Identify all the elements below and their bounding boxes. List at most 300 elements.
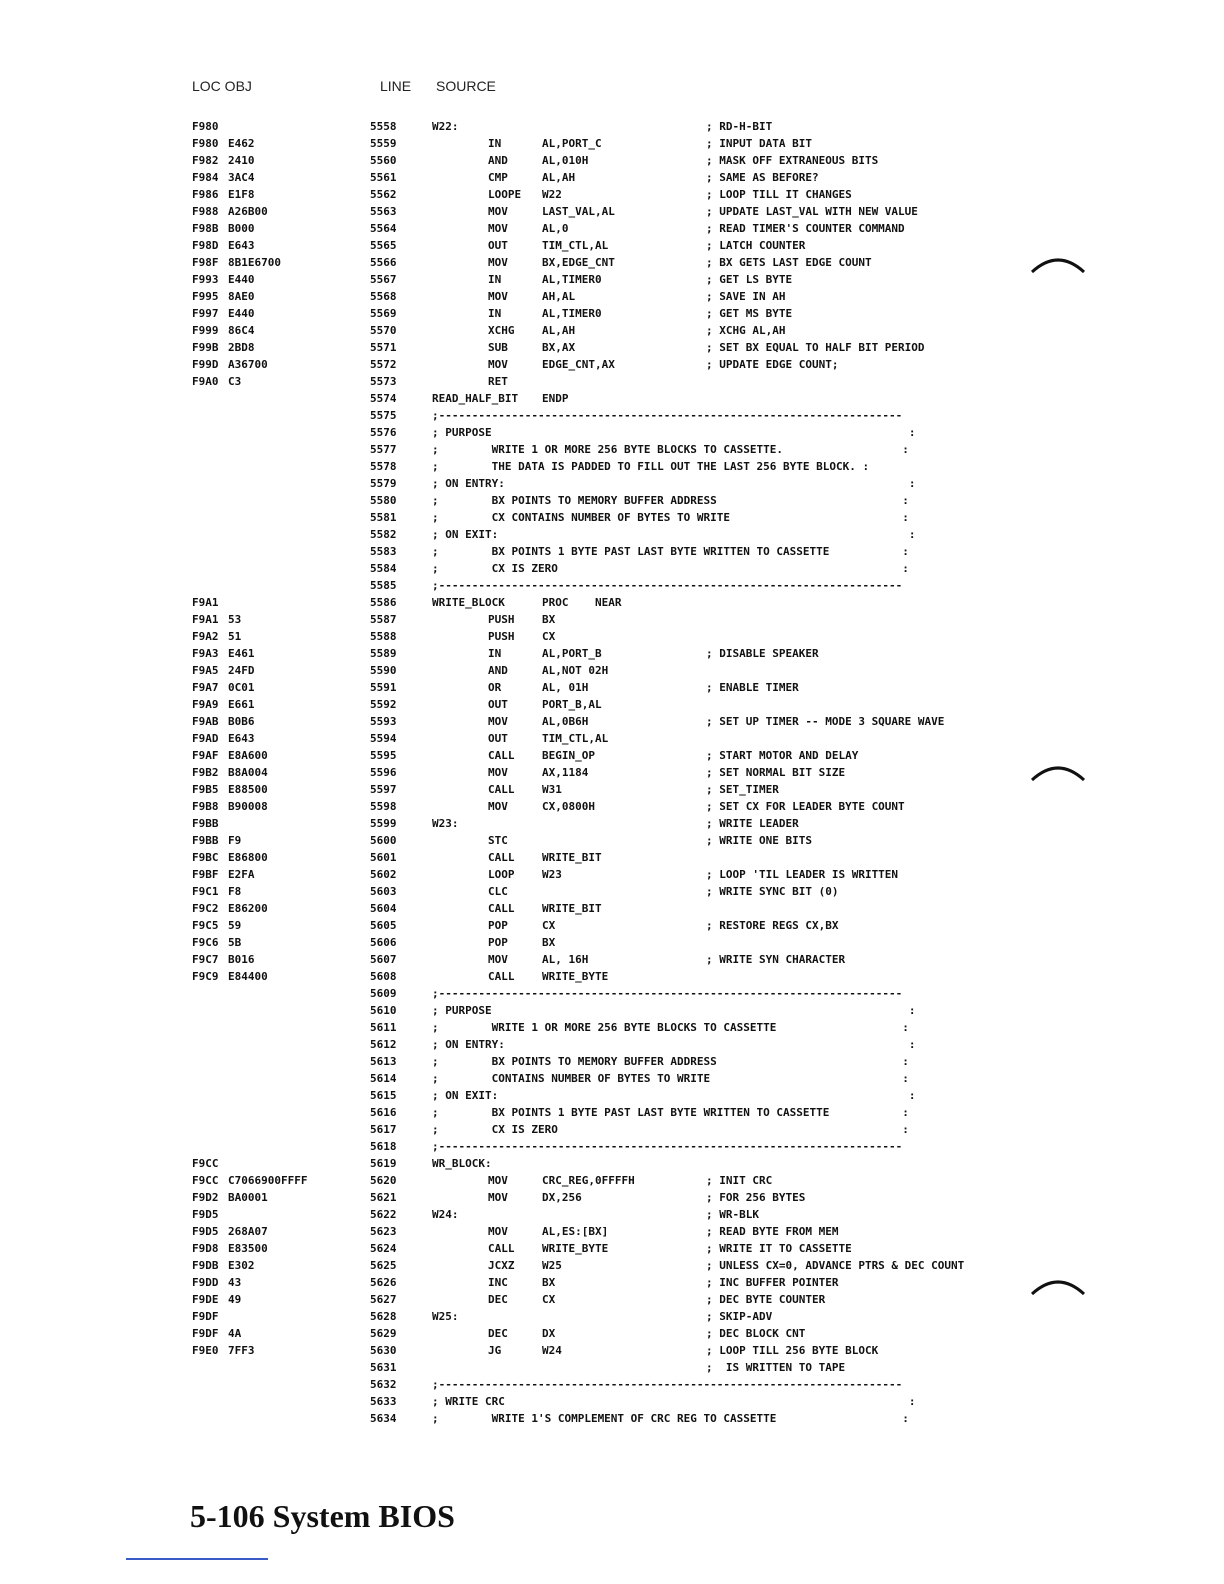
loc-address: F9E0	[192, 1344, 219, 1357]
loc-address: F9DF	[192, 1310, 219, 1323]
listing-row	[0, 1206, 1224, 1223]
source-comment: ; WRITE ONE BITS	[706, 834, 812, 847]
line-number: 5605	[370, 919, 397, 932]
line-number: 5602	[370, 868, 397, 881]
line-number: 5612	[370, 1038, 397, 1051]
line-number: 5623	[370, 1225, 397, 1238]
mnemonic: MOV	[488, 953, 508, 966]
mnemonic: PUSH	[488, 613, 515, 626]
listing-row	[0, 611, 1224, 628]
comment-block-line: ; WRITE 1 OR MORE 256 BYTE BLOCKS TO CASSETTE :	[432, 1021, 909, 1034]
listing-row	[0, 968, 1224, 985]
comment-block-line: ;----------------------------------------------------------------------	[432, 579, 903, 592]
comment-block-line: ; WRITE 1 OR MORE 256 BYTE BLOCKS TO CASSETTE. :	[432, 443, 909, 456]
loc-address: F9C1	[192, 885, 219, 898]
listing-row	[0, 1410, 1224, 1427]
listing-row	[0, 866, 1224, 883]
line-number: 5611	[370, 1021, 397, 1034]
mnemonic: OUT	[488, 239, 508, 252]
listing-row	[0, 305, 1224, 322]
line-number: 5597	[370, 783, 397, 796]
comment-block-line: ; CX CONTAINS NUMBER OF BYTES TO WRITE :	[432, 511, 909, 524]
object-code: BA0001	[228, 1191, 268, 1204]
line-number: 5634	[370, 1412, 397, 1425]
listing-row	[0, 118, 1224, 135]
object-code: 3AC4	[228, 171, 255, 184]
listing-row	[0, 1155, 1224, 1172]
loc-address: F98D	[192, 239, 219, 252]
line-number: 5608	[370, 970, 397, 983]
line-number: 5630	[370, 1344, 397, 1357]
listing-row	[0, 152, 1224, 169]
source-comment: ; SET BX EQUAL TO HALF BIT PERIOD	[706, 341, 925, 354]
operand: AL,AH	[542, 171, 576, 184]
object-code: E643	[228, 239, 255, 252]
listing-row	[0, 1257, 1224, 1274]
line-number: 5578	[370, 460, 397, 473]
line-number: 5571	[370, 341, 397, 354]
operand: W31	[542, 783, 562, 796]
comment-block-line: ; CX IS ZERO :	[432, 562, 909, 575]
mnemonic: RET	[488, 375, 508, 388]
listing-row	[0, 1223, 1224, 1240]
line-number: 5627	[370, 1293, 397, 1306]
object-code: E302	[228, 1259, 255, 1272]
loc-address: F9DE	[192, 1293, 219, 1306]
loc-address: F999	[192, 324, 219, 337]
source-comment: ; UPDATE EDGE COUNT;	[706, 358, 839, 371]
source-comment: ; READ TIMER'S COUNTER COMMAND	[706, 222, 905, 235]
mnemonic: AND	[488, 664, 508, 677]
listing-row	[0, 1172, 1224, 1189]
listing-row	[0, 1121, 1224, 1138]
operand: W25	[542, 1259, 562, 1272]
operand: AL,TIMER0	[542, 273, 602, 286]
comment-block-line: ; BX POINTS TO MEMORY BUFFER ADDRESS :	[432, 1055, 909, 1068]
comment-block-line: ; CX IS ZERO :	[432, 1123, 909, 1136]
operand: AL,AH	[542, 324, 576, 337]
mnemonic: CMP	[488, 171, 508, 184]
listing-row	[0, 679, 1224, 696]
source-label: W25:	[432, 1310, 459, 1323]
line-number: 5624	[370, 1242, 397, 1255]
operand: BX,EDGE_CNT	[542, 256, 615, 269]
source-comment: ; XCHG AL,AH	[706, 324, 786, 337]
comment-block-line: ; BX POINTS TO MEMORY BUFFER ADDRESS :	[432, 494, 909, 507]
source-comment: ; RESTORE REGS CX,BX	[706, 919, 839, 932]
listing-row	[0, 203, 1224, 220]
mnemonic: CALL	[488, 749, 515, 762]
object-code: 4A	[228, 1327, 242, 1340]
line-number: 5575	[370, 409, 397, 422]
operand: AL, 01H	[542, 681, 589, 694]
source-comment: ; SAME AS BEFORE?	[706, 171, 819, 184]
source-comment: ; LATCH COUNTER	[706, 239, 806, 252]
operand: W23	[542, 868, 562, 881]
line-number: 5585	[370, 579, 397, 592]
loc-address: F984	[192, 171, 219, 184]
operand: PROC NEAR	[542, 596, 622, 609]
line-number: 5626	[370, 1276, 397, 1289]
listing-row	[0, 934, 1224, 951]
mnemonic: IN	[488, 647, 502, 660]
listing-row	[0, 526, 1224, 543]
listing-row	[0, 543, 1224, 560]
line-number: 5614	[370, 1072, 397, 1085]
source-label: WRITE_BLOCK	[432, 596, 505, 609]
line-number: 5628	[370, 1310, 397, 1323]
listing-row	[0, 1053, 1224, 1070]
object-code: 24FD	[228, 664, 255, 677]
mnemonic: JG	[488, 1344, 502, 1357]
source-comment: ; ENABLE TIMER	[706, 681, 799, 694]
object-code: 43	[228, 1276, 242, 1289]
object-code: E440	[228, 273, 255, 286]
line-number: 5615	[370, 1089, 397, 1102]
listing-row	[0, 135, 1224, 152]
mnemonic: MOV	[488, 358, 508, 371]
mnemonic: CALL	[488, 851, 515, 864]
operand: WRITE_BIT	[542, 902, 602, 915]
loc-address: F9C5	[192, 919, 219, 932]
line-number: 5563	[370, 205, 397, 218]
mnemonic: OUT	[488, 698, 508, 711]
line-number: 5619	[370, 1157, 397, 1170]
mnemonic: MOV	[488, 1191, 508, 1204]
operand: CRC_REG,0FFFFH	[542, 1174, 635, 1187]
source-comment: ; LOOP 'TIL LEADER IS WRITTEN	[706, 868, 899, 881]
line-number: 5609	[370, 987, 397, 1000]
mnemonic: INC	[488, 1276, 508, 1289]
mnemonic: CALL	[488, 1242, 515, 1255]
mnemonic: OR	[488, 681, 502, 694]
loc-address: F980	[192, 137, 219, 150]
loc-address: F9D8	[192, 1242, 219, 1255]
comment-block-line: ; WRITE 1'S COMPLEMENT OF CRC REG TO CASSETTE :	[432, 1412, 909, 1425]
source-comment: ; DISABLE SPEAKER	[706, 647, 819, 660]
object-code: B0B6	[228, 715, 255, 728]
listing-row	[0, 645, 1224, 662]
operand: WRITE_BYTE	[542, 1242, 609, 1255]
mnemonic: MOV	[488, 1174, 508, 1187]
object-code: 268A07	[228, 1225, 268, 1238]
mnemonic: MOV	[488, 715, 508, 728]
loc-address: F9A7	[192, 681, 219, 694]
listing-row	[0, 1138, 1224, 1155]
source-comment: ; START MOTOR AND DELAY	[706, 749, 859, 762]
operand: CX	[542, 1293, 556, 1306]
object-code: E86800	[228, 851, 268, 864]
object-code: B000	[228, 222, 255, 235]
source-comment: ; WRITE LEADER	[706, 817, 799, 830]
line-number: 5568	[370, 290, 397, 303]
comment-block-line: ; ON ENTRY: :	[432, 1038, 916, 1051]
comment-block-line: ; ON EXIT: :	[432, 1089, 916, 1102]
loc-address: F997	[192, 307, 219, 320]
listing-row	[0, 1240, 1224, 1257]
comment-block-line: ; ON EXIT: :	[432, 528, 916, 541]
listing-row	[0, 798, 1224, 815]
line-number: 5598	[370, 800, 397, 813]
source-comment: ; RD-H-BIT	[706, 120, 773, 133]
comment-block-line: ; ON ENTRY: :	[432, 477, 916, 490]
loc-address: F9CC	[192, 1174, 219, 1187]
line-number: 5633	[370, 1395, 397, 1408]
object-code: E84400	[228, 970, 268, 983]
operand: BX	[542, 1276, 556, 1289]
listing-row	[0, 815, 1224, 832]
mnemonic: JCXZ	[488, 1259, 515, 1272]
object-code: E661	[228, 698, 255, 711]
operand: AL,010H	[542, 154, 589, 167]
loc-address: F9BF	[192, 868, 219, 881]
source-label: W24:	[432, 1208, 459, 1221]
line-number: 5581	[370, 511, 397, 524]
listing-row	[0, 475, 1224, 492]
line-number: 5590	[370, 664, 397, 677]
object-code: F8	[228, 885, 242, 898]
line-number: 5586	[370, 596, 397, 609]
operand: DX	[542, 1327, 556, 1340]
operand: W24	[542, 1344, 562, 1357]
mnemonic: IN	[488, 273, 502, 286]
binder-hole-mark-top	[1030, 252, 1086, 276]
object-code: E88500	[228, 783, 268, 796]
source-comment: ; WRITE IT TO CASSETTE	[706, 1242, 852, 1255]
mnemonic: AND	[488, 154, 508, 167]
mnemonic: MOV	[488, 222, 508, 235]
source-comment: ; SET UP TIMER -- MODE 3 SQUARE WAVE	[706, 715, 945, 728]
listing-row	[0, 594, 1224, 611]
line-number: 5625	[370, 1259, 397, 1272]
mnemonic: XCHG	[488, 324, 515, 337]
loc-address: F99B	[192, 341, 219, 354]
operand: AL, 16H	[542, 953, 589, 966]
operand: CX	[542, 630, 556, 643]
listing-row	[0, 492, 1224, 509]
source-comment: ; SET_TIMER	[706, 783, 779, 796]
object-code: 7FF3	[228, 1344, 255, 1357]
operand: AL,TIMER0	[542, 307, 602, 320]
loc-address: F9B2	[192, 766, 219, 779]
mnemonic: MOV	[488, 290, 508, 303]
object-code: E461	[228, 647, 255, 660]
line-number: 5566	[370, 256, 397, 269]
line-number: 5584	[370, 562, 397, 575]
line-number: 5558	[370, 120, 397, 133]
listing-row	[0, 900, 1224, 917]
object-code: 2410	[228, 154, 255, 167]
loc-address: F9A5	[192, 664, 219, 677]
object-code: E2FA	[228, 868, 255, 881]
source-comment: ; SKIP-ADV	[706, 1310, 773, 1323]
loc-address: F9AF	[192, 749, 219, 762]
column-header-loc-obj: LOC OBJ	[192, 78, 252, 94]
object-code: 0C01	[228, 681, 255, 694]
line-number: 5567	[370, 273, 397, 286]
mnemonic: MOV	[488, 256, 508, 269]
loc-address: F988	[192, 205, 219, 218]
listing-row	[0, 1087, 1224, 1104]
source-comment: ; LOOP TILL 256 BYTE BLOCK	[706, 1344, 879, 1357]
listing-row	[0, 1019, 1224, 1036]
comment-block-line: ; THE DATA IS PADDED TO FILL OUT THE LAST 256 BYTE BLOCK. :	[432, 460, 870, 473]
comment-block-line: ; BX POINTS 1 BYTE PAST LAST BYTE WRITTEN TO CASSETTE :	[432, 1106, 909, 1119]
operand: BX	[542, 613, 556, 626]
source-comment: ; INIT CRC	[706, 1174, 773, 1187]
listing-row	[0, 186, 1224, 203]
line-number: 5606	[370, 936, 397, 949]
source-comment: ; FOR 256 BYTES	[706, 1191, 806, 1204]
operand: LAST_VAL,AL	[542, 205, 615, 218]
listing-row	[0, 917, 1224, 934]
operand: DX,256	[542, 1191, 582, 1204]
operand: TIM_CTL,AL	[542, 732, 609, 745]
comment-block-line: ;----------------------------------------------------------------------	[432, 1140, 903, 1153]
line-number: 5569	[370, 307, 397, 320]
comment-block-line: ; PURPOSE :	[432, 426, 916, 439]
loc-address: F980	[192, 120, 219, 133]
mnemonic: CALL	[488, 902, 515, 915]
source-comment: ; SET CX FOR LEADER BYTE COUNT	[706, 800, 905, 813]
object-code: A36700	[228, 358, 268, 371]
line-number: 5618	[370, 1140, 397, 1153]
listing-row	[0, 441, 1224, 458]
object-code: 59	[228, 919, 242, 932]
page-footer-title: 5-106 System BIOS	[190, 1498, 455, 1534]
line-number: 5622	[370, 1208, 397, 1221]
line-number: 5594	[370, 732, 397, 745]
listing-row	[0, 356, 1224, 373]
mnemonic: CLC	[488, 885, 508, 898]
mnemonic: MOV	[488, 205, 508, 218]
object-code: E83500	[228, 1242, 268, 1255]
listing-row	[0, 169, 1224, 186]
operand: AH,AL	[542, 290, 576, 303]
line-number: 5620	[370, 1174, 397, 1187]
loc-address: F993	[192, 273, 219, 286]
mnemonic: DEC	[488, 1327, 508, 1340]
line-number: 5574	[370, 392, 397, 405]
object-code: B8A004	[228, 766, 268, 779]
source-label: WR_BLOCK:	[432, 1157, 492, 1170]
object-code: F9	[228, 834, 242, 847]
mnemonic: IN	[488, 307, 502, 320]
line-number: 5601	[370, 851, 397, 864]
line-number: 5589	[370, 647, 397, 660]
object-code: 5B	[228, 936, 242, 949]
line-number: 5613	[370, 1055, 397, 1068]
source-comment: ; WRITE SYN CHARACTER	[706, 953, 846, 966]
line-number: 5629	[370, 1327, 397, 1340]
loc-address: F9D5	[192, 1208, 219, 1221]
object-code: 53	[228, 613, 242, 626]
source-comment: ; DEC BYTE COUNTER	[706, 1293, 826, 1306]
loc-address: F98F	[192, 256, 219, 269]
mnemonic: STC	[488, 834, 508, 847]
comment-block-line: ;----------------------------------------------------------------------	[432, 1378, 903, 1391]
mnemonic: POP	[488, 936, 508, 949]
line-number: 5599	[370, 817, 397, 830]
listing-row	[0, 849, 1224, 866]
source-comment: ; WR-BLK	[706, 1208, 759, 1221]
source-comment: ; DEC BLOCK CNT	[706, 1327, 806, 1340]
listing-row	[0, 832, 1224, 849]
loc-address: F9AD	[192, 732, 219, 745]
loc-address: F9C9	[192, 970, 219, 983]
listing-row	[0, 424, 1224, 441]
source-comment: ; MASK OFF EXTRANEOUS BITS	[706, 154, 879, 167]
source-comment: ; BX GETS LAST EDGE COUNT	[706, 256, 872, 269]
operand: AL,PORT_C	[542, 137, 602, 150]
mnemonic: PUSH	[488, 630, 515, 643]
loc-address: F98B	[192, 222, 219, 235]
listing-row	[0, 458, 1224, 475]
line-number: 5565	[370, 239, 397, 252]
source-comment: ; READ BYTE FROM MEM	[706, 1225, 839, 1238]
listing-row	[0, 407, 1224, 424]
object-code: 2BD8	[228, 341, 255, 354]
object-code: A26B00	[228, 205, 268, 218]
loc-address: F9B8	[192, 800, 219, 813]
operand: BX,AX	[542, 341, 576, 354]
line-number: 5561	[370, 171, 397, 184]
operand: AL,NOT 02H	[542, 664, 609, 677]
line-number: 5631	[370, 1361, 397, 1374]
source-comment: ; SAVE IN AH	[706, 290, 786, 303]
source-comment: ; INPUT DATA BIT	[706, 137, 812, 150]
listing-row	[0, 577, 1224, 594]
line-number: 5603	[370, 885, 397, 898]
mnemonic: CALL	[488, 783, 515, 796]
loc-address: F99D	[192, 358, 219, 371]
loc-address: F9A0	[192, 375, 219, 388]
listing-row	[0, 1002, 1224, 1019]
operand: AX,1184	[542, 766, 589, 779]
listing-row	[0, 288, 1224, 305]
source-label: READ_HALF_BIT	[432, 392, 519, 405]
line-number: 5564	[370, 222, 397, 235]
source-comment: ; UPDATE LAST_VAL WITH NEW VALUE	[706, 205, 918, 218]
listing-row	[0, 1325, 1224, 1342]
listing-row	[0, 1393, 1224, 1410]
operand: BEGIN_OP	[542, 749, 595, 762]
line-number: 5610	[370, 1004, 397, 1017]
object-code: B016	[228, 953, 255, 966]
listing-row	[0, 220, 1224, 237]
comment-block-line: ;----------------------------------------------------------------------	[432, 409, 903, 422]
loc-address: F9BB	[192, 834, 219, 847]
operand: AL,0	[542, 222, 569, 235]
listing-row	[0, 390, 1224, 407]
line-number: 5595	[370, 749, 397, 762]
line-number: 5576	[370, 426, 397, 439]
object-code: 8AE0	[228, 290, 255, 303]
loc-address: F9CC	[192, 1157, 219, 1170]
listing-row	[0, 322, 1224, 339]
loc-address: F9AB	[192, 715, 219, 728]
mnemonic: DEC	[488, 1293, 508, 1306]
loc-address: F9D5	[192, 1225, 219, 1238]
source-label: W23:	[432, 817, 459, 830]
source-comment: ; GET LS BYTE	[706, 273, 793, 286]
mnemonic: CALL	[488, 970, 515, 983]
object-code: 86C4	[228, 324, 255, 337]
object-code: C3	[228, 375, 242, 388]
loc-address: F9A9	[192, 698, 219, 711]
loc-address: F9A1	[192, 613, 219, 626]
line-number: 5604	[370, 902, 397, 915]
